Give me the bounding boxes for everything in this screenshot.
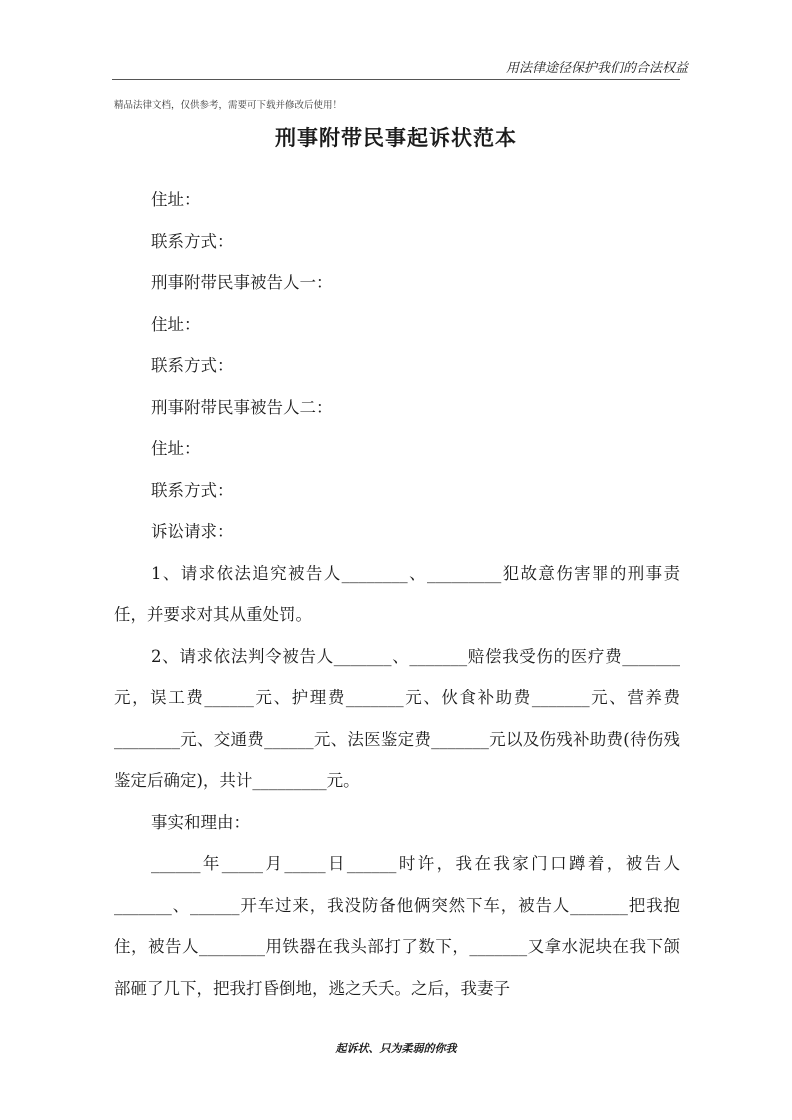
claims-heading: 诉讼请求： <box>151 522 234 541</box>
facts-paragraph: ______年_____月_____日______时许，我在我家门口蹲着，被告人_______、______开车过来，我没防备他俩突然下车，被告人_______把我抱住，被告人________用铁器在我头部打了数下，_______又拿水泥块在我下颌部砸了几下，把我打昏倒地，逃之夭夭。之后，我妻子 <box>114 854 680 998</box>
facts-heading: 事实和理由： <box>151 812 250 832</box>
page-footer: 起诉状、只为柔弱的你我 <box>335 1042 457 1055</box>
plaintiff-address-line: 住址： <box>151 190 201 209</box>
defendant-one-contact-line: 联系方式： <box>151 356 234 375</box>
header-slogan: 用法律途径保护我们的合法权益 <box>505 61 688 76</box>
defendant-two-heading: 刑事附带民事被告人二： <box>151 397 333 417</box>
claim-one-paragraph: 1、请求依法追究被告人________、_________犯故意伤害罪的刑事责任，并要求对其从重处罚。 <box>114 563 680 624</box>
document-notice: 精品法律文档，仅供参考，需要可下载并修改后使用！ <box>114 100 343 111</box>
defendant-two-contact-line: 联系方式： <box>151 480 234 500</box>
header-divider <box>112 79 680 80</box>
defendant-one-heading: 刑事附带民事被告人一： <box>151 273 333 292</box>
document-title: 刑事附带民事起诉状范本 <box>275 126 517 150</box>
claim-two-paragraph: 2、请求依法判令被告人_______、_______赔偿我受伤的医疗费_______元，误工费______元、护理费_______元、伙食补助费_______元、营养费________元、交通费______元、法医鉴定费_______元以及伤残补助费(待伤残鉴定后确定)，共计_________元。 <box>114 646 680 790</box>
defendant-one-address-line: 住址： <box>151 314 201 334</box>
plaintiff-contact-line: 联系方式： <box>151 231 234 251</box>
defendant-two-address-line: 住址： <box>151 439 201 458</box>
document-body <box>114 179 680 1009</box>
